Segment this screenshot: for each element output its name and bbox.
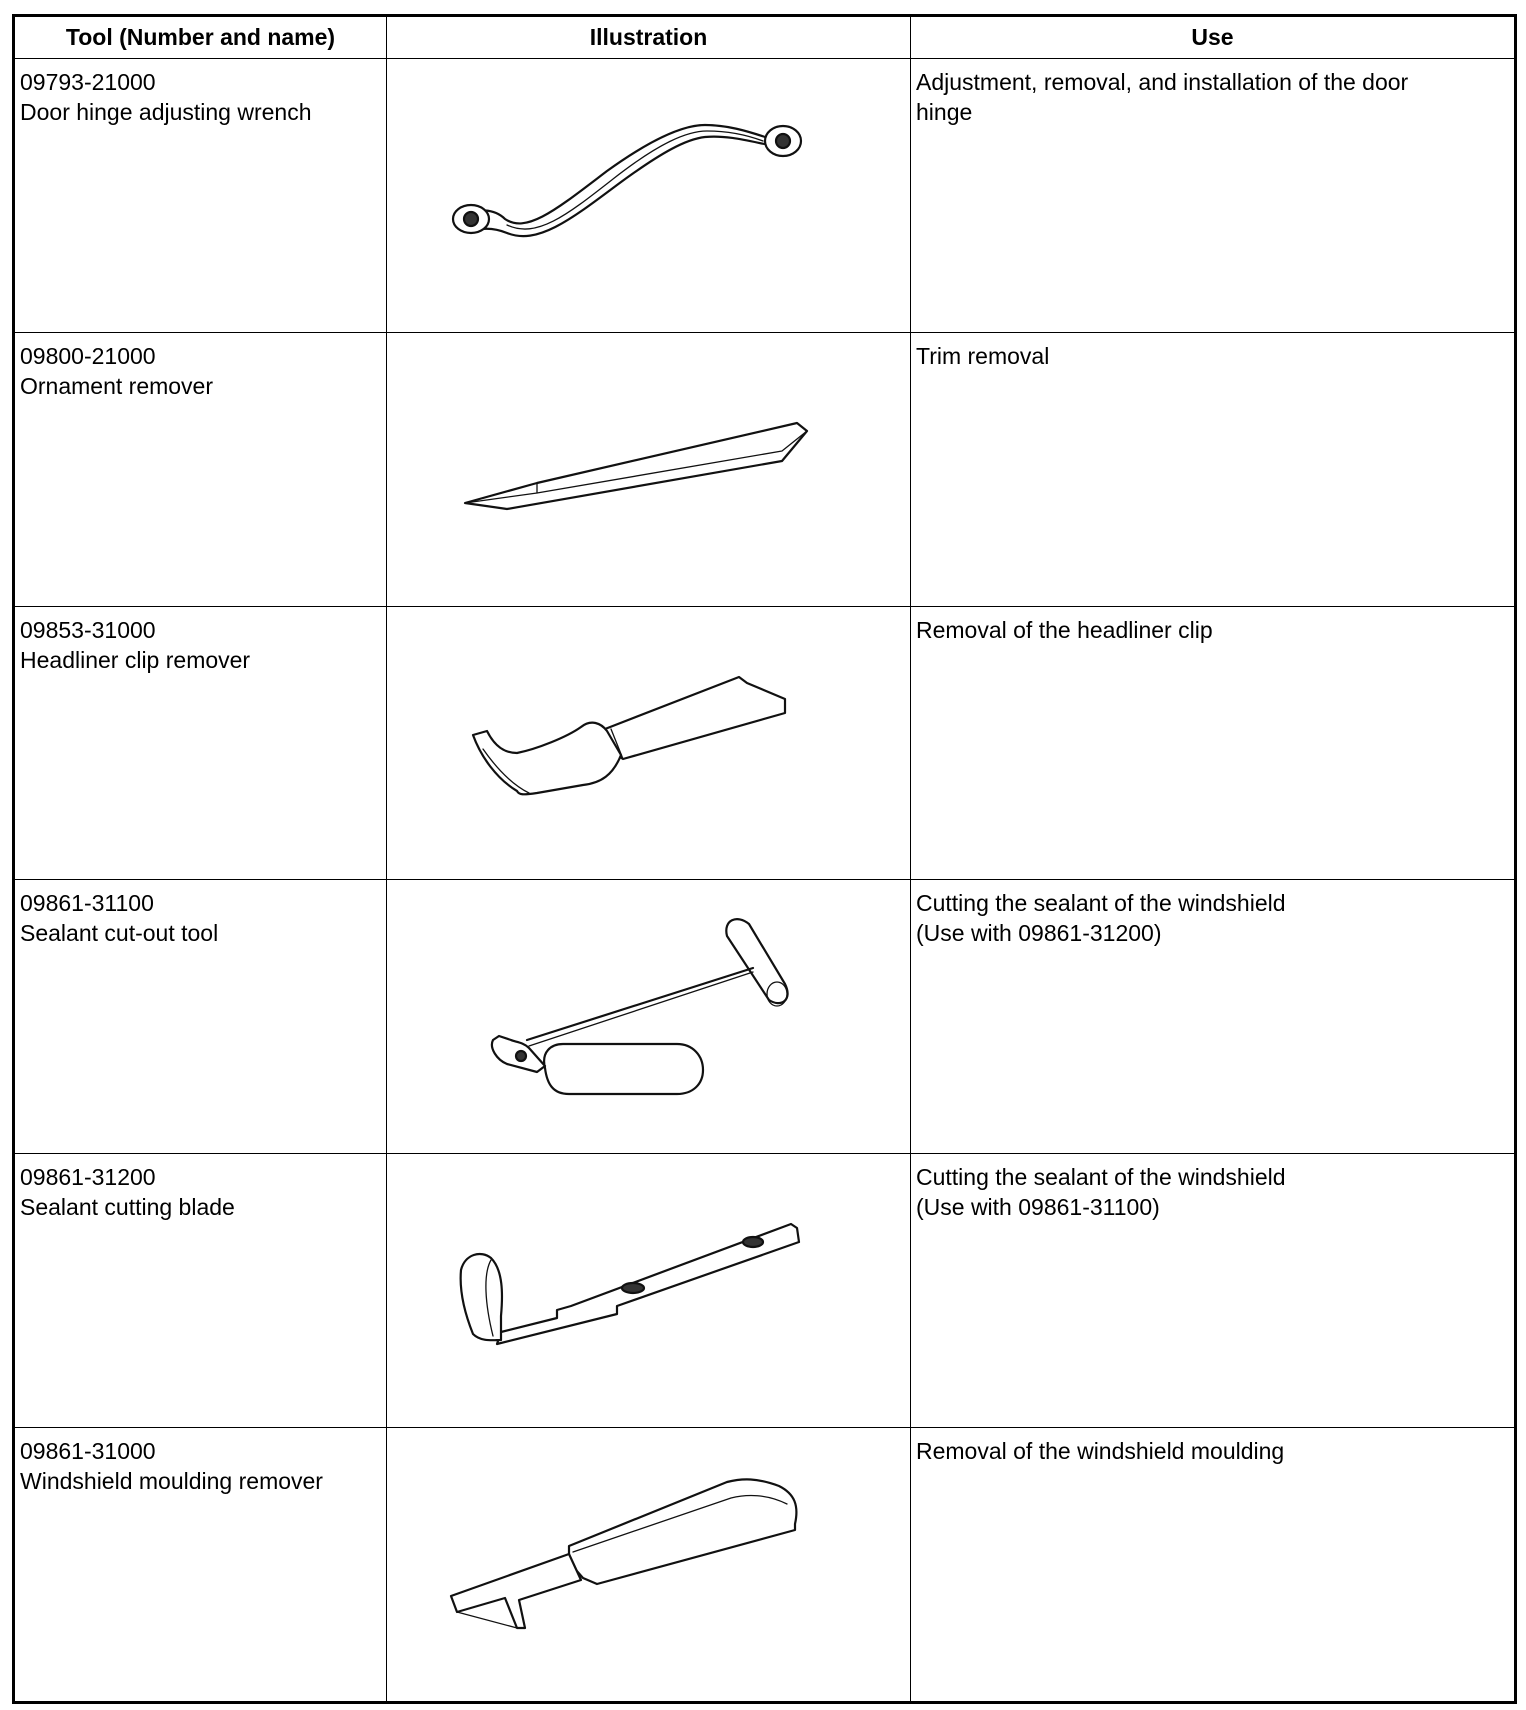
use-cell bbox=[911, 880, 1516, 1154]
tool-name: Headliner clip remover bbox=[20, 646, 251, 673]
use-line: hinge bbox=[916, 99, 973, 125]
use-line: Cutting the sealant of the windshield bbox=[916, 1164, 1286, 1191]
tool-number: 09800-21000 bbox=[20, 342, 156, 369]
tool-name: Sealant cutting blade bbox=[20, 1194, 235, 1221]
use-line: Removal of the headliner clip bbox=[916, 616, 1213, 643]
headliner-clip-remover-icon bbox=[387, 607, 911, 879]
tool-number: 09793-21000 bbox=[20, 69, 156, 95]
ornament-remover-icon bbox=[387, 333, 911, 605]
sealant-cut-out-tool-icon bbox=[387, 880, 911, 1152]
table-header-row bbox=[14, 16, 1516, 59]
illustration-cell bbox=[387, 1428, 911, 1703]
illustration-cell bbox=[387, 332, 911, 606]
tool-cell bbox=[14, 59, 387, 333]
use-line: Trim removal bbox=[916, 342, 1050, 369]
table-row bbox=[14, 59, 1516, 333]
table-row bbox=[14, 880, 1516, 1154]
illustration-cell bbox=[387, 59, 911, 333]
illustration-cell bbox=[387, 606, 911, 880]
use-line: (Use with 09861-31200) bbox=[916, 920, 1162, 947]
sealant-cutting-blade-icon bbox=[387, 1154, 911, 1426]
header-tool: Tool (Number and name) bbox=[14, 16, 387, 59]
illustration-cell bbox=[387, 1154, 911, 1428]
tool-cell bbox=[14, 606, 387, 880]
special-tools-table bbox=[12, 14, 1517, 1704]
table-row bbox=[14, 1428, 1516, 1703]
table-row bbox=[14, 332, 1516, 606]
use-cell bbox=[911, 1154, 1516, 1428]
tool-number: 09861-31000 bbox=[20, 1438, 156, 1465]
use-cell bbox=[911, 332, 1516, 606]
tool-cell bbox=[14, 1154, 387, 1428]
tool-name: Ornament remover bbox=[20, 372, 214, 399]
illustration-cell bbox=[387, 880, 911, 1154]
tool-cell bbox=[14, 332, 387, 606]
use-cell bbox=[911, 606, 1516, 880]
use-line: Cutting the sealant of the windshield bbox=[916, 890, 1286, 917]
tool-cell bbox=[14, 1428, 387, 1703]
header-use: Use bbox=[911, 16, 1516, 59]
tool-name: Sealant cut-out tool bbox=[20, 920, 219, 947]
tool-cell bbox=[14, 880, 387, 1154]
use-line: (Use with 09861-31100) bbox=[916, 1194, 1160, 1221]
table-row bbox=[14, 606, 1516, 880]
tool-name: Windshield moulding remover bbox=[20, 1468, 323, 1495]
use-line: Adjustment, removal, and installation of the door bbox=[916, 69, 1409, 95]
tool-number: 09853-31000 bbox=[20, 616, 156, 643]
use-cell bbox=[911, 1428, 1516, 1703]
table-row bbox=[14, 1154, 1516, 1428]
tool-name: Door hinge adjusting wrench bbox=[20, 99, 312, 125]
tool-number: 09861-31200 bbox=[20, 1164, 156, 1191]
use-line: Removal of the windshield moulding bbox=[916, 1438, 1285, 1465]
tool-number: 09861-31100 bbox=[20, 890, 154, 917]
door-hinge-wrench-icon bbox=[387, 59, 911, 331]
header-illustration: Illustration bbox=[387, 16, 911, 59]
windshield-moulding-remover-icon bbox=[387, 1428, 911, 1700]
use-cell bbox=[911, 59, 1516, 333]
